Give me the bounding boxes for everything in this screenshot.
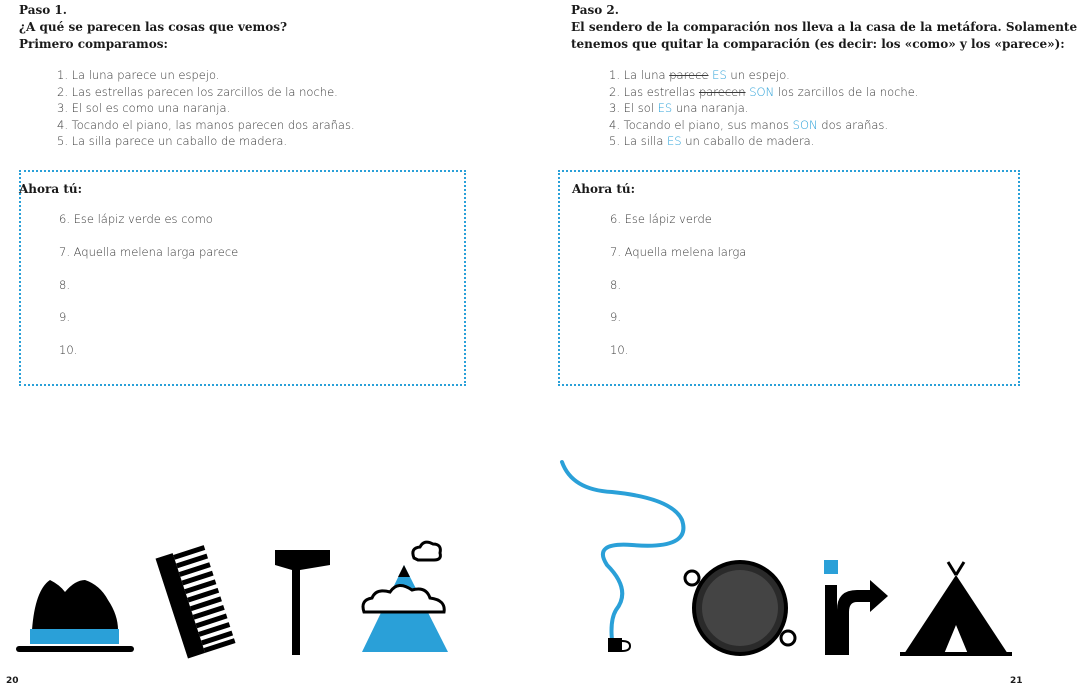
hammer-icon bbox=[275, 550, 330, 655]
right-page bbox=[552, 0, 1077, 691]
tent-icon bbox=[900, 562, 1012, 656]
list-item: 3. El sol ES una naranja. bbox=[609, 101, 749, 115]
page-number: 21 bbox=[1010, 676, 1023, 686]
hat-icon bbox=[16, 580, 134, 652]
exercise-box bbox=[558, 170, 1020, 386]
exercise-item[interactable]: 8. bbox=[59, 277, 70, 292]
winding-path-icon bbox=[562, 462, 683, 640]
step2-intro-line1: El sendero de la comparación nos lleva a la casa de la metáfora. Solamente bbox=[571, 20, 1077, 34]
step1-question: ¿A qué se parecen las cosas que vemos? bbox=[19, 20, 288, 34]
exercise-item[interactable]: 9. bbox=[59, 310, 70, 325]
step2-intro-line2: tenemos que quitar la comparación (es decir: los «como» y los «parece»): bbox=[571, 37, 1065, 51]
box-title: Ahora tú: bbox=[572, 182, 636, 196]
box-title: Ahora tú: bbox=[19, 182, 83, 196]
exercise-item[interactable]: 10. bbox=[610, 343, 629, 358]
exercise-box bbox=[19, 170, 466, 386]
comparison-list bbox=[57, 67, 355, 150]
list-item: 1. La luna parece un espejo. bbox=[57, 68, 220, 82]
metafora-illustration-left bbox=[0, 440, 512, 670]
list-item: 3. El sol es como una naranja. bbox=[57, 101, 231, 115]
step1-instruction: Primero comparamos: bbox=[19, 37, 168, 51]
list-item: 5. La silla parece un caballo de madera. bbox=[57, 134, 288, 148]
exercise-item[interactable]: 7. Aquella melena larga parece bbox=[59, 244, 239, 259]
keyword: ES bbox=[667, 134, 682, 148]
exercise-item[interactable]: 6. Ese lápiz verde es como bbox=[59, 212, 213, 226]
keyword: ES bbox=[712, 68, 727, 82]
step2-title: Paso 2. bbox=[571, 3, 619, 17]
struck-word: parecen bbox=[698, 84, 746, 99]
keyword: ES bbox=[657, 101, 673, 115]
mountain-cloud-icon bbox=[362, 542, 448, 652]
list-item: 2. Las estrellas parecen los zarcillos de la noche. bbox=[57, 84, 338, 99]
metaphor-list bbox=[609, 67, 918, 150]
exercise-item[interactable]: 10. bbox=[59, 343, 78, 358]
step1-title: Paso 1. bbox=[19, 3, 67, 17]
exercise-list bbox=[610, 212, 746, 376]
left-page bbox=[0, 0, 512, 691]
keyword: SON bbox=[749, 84, 775, 99]
page-number: 20 bbox=[6, 676, 19, 686]
step2-heading bbox=[571, 2, 1077, 53]
comb-icon bbox=[156, 543, 236, 658]
keyword: SON bbox=[792, 117, 818, 132]
list-item: 2. Las estrellas parecen SON los zarcillos de la noche. bbox=[609, 84, 919, 99]
step1-heading bbox=[19, 2, 469, 53]
list-item: 4. Tocando el piano, sus manos SON dos arañas. bbox=[609, 117, 889, 132]
exercise-item[interactable]: 7. Aquella melena larga bbox=[610, 244, 747, 259]
exercise-item[interactable]: 9. bbox=[610, 310, 621, 325]
road-sign-arrow-icon bbox=[824, 560, 888, 655]
list-item: 4. Tocando el piano, las manos parecen dos arañas. bbox=[57, 117, 355, 132]
exercise-list bbox=[59, 212, 238, 376]
list-item: 1. La luna parece ES un espejo. bbox=[609, 68, 790, 82]
struck-word: parece bbox=[669, 68, 709, 82]
cup-icon bbox=[608, 638, 630, 652]
metafora-illustration-right bbox=[552, 440, 1024, 670]
paella-pan-icon bbox=[685, 562, 795, 654]
exercise-item[interactable]: 8. bbox=[610, 277, 621, 292]
exercise-item[interactable]: 6. Ese lápiz verde bbox=[610, 212, 712, 226]
list-item: 5. La silla ES un caballo de madera. bbox=[609, 134, 815, 148]
